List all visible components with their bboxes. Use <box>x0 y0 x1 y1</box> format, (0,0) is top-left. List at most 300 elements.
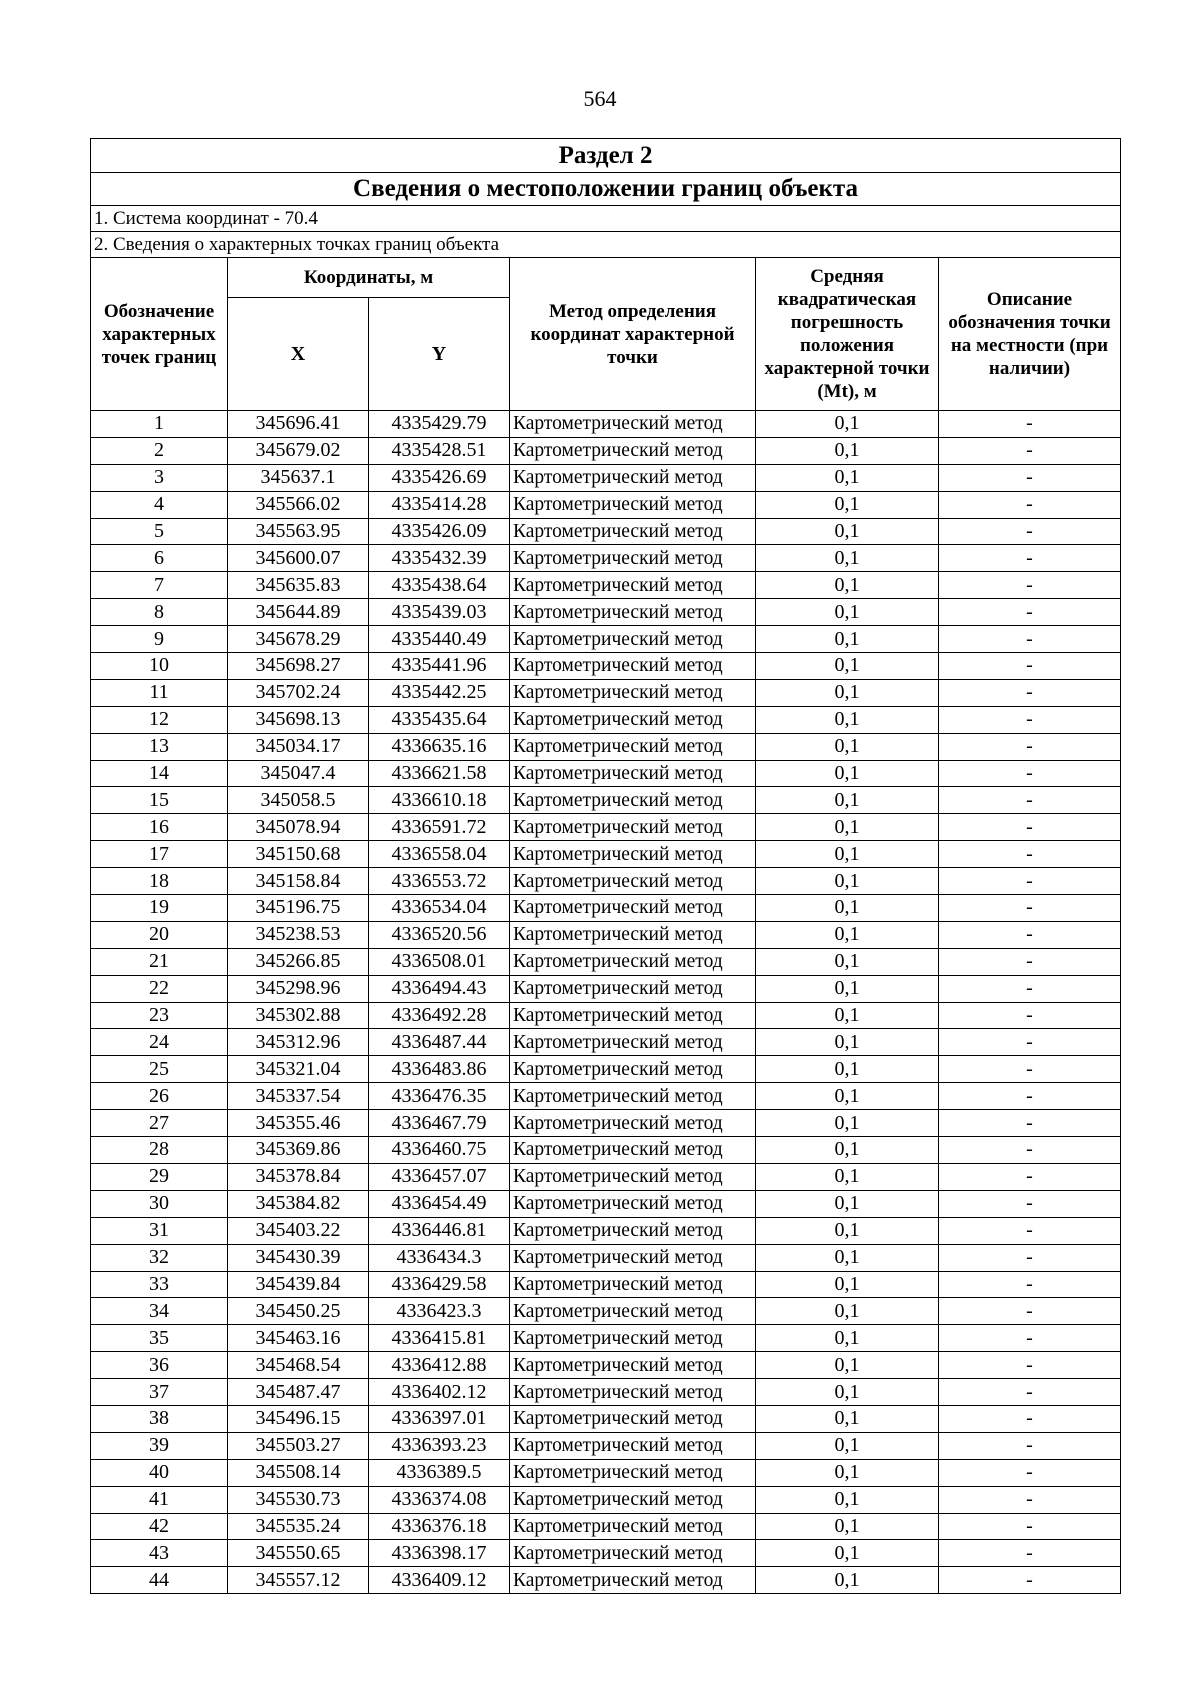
y-coordinate-cell: 4336412.88 <box>369 1352 510 1379</box>
point-number-cell: 36 <box>91 1352 228 1379</box>
method-cell: Картометрический метод <box>510 1325 756 1352</box>
description-cell: - <box>939 1325 1121 1352</box>
y-coordinate-cell: 4336389.5 <box>369 1459 510 1486</box>
point-number-cell: 35 <box>91 1325 228 1352</box>
point-number-cell: 8 <box>91 599 228 626</box>
point-number-cell: 2 <box>91 437 228 464</box>
description-cell: - <box>939 706 1121 733</box>
method-cell: Картометрический метод <box>510 599 756 626</box>
description-cell: - <box>939 1432 1121 1459</box>
description-cell: - <box>939 1029 1121 1056</box>
description-cell: - <box>939 1002 1121 1029</box>
method-cell: Картометрический метод <box>510 841 756 868</box>
table-row <box>91 1137 1121 1164</box>
description-cell: - <box>939 1271 1121 1298</box>
point-number-cell: 30 <box>91 1190 228 1217</box>
description-cell: - <box>939 1110 1121 1137</box>
table-body <box>91 411 1121 1594</box>
description-cell: - <box>939 868 1121 895</box>
y-coordinate-cell: 4336558.04 <box>369 841 510 868</box>
header-point-designation: Обозначение характерных точек границ <box>91 258 228 411</box>
description-cell: - <box>939 626 1121 653</box>
y-coordinate-cell: 4336494.43 <box>369 975 510 1002</box>
method-cell: Картометрический метод <box>510 653 756 680</box>
x-coordinate-cell: 345696.41 <box>228 411 369 438</box>
table-row <box>91 1379 1121 1406</box>
method-cell: Картометрический метод <box>510 787 756 814</box>
table-row <box>91 948 1121 975</box>
method-cell: Картометрический метод <box>510 1110 756 1137</box>
mt-error-cell: 0,1 <box>756 1486 939 1513</box>
y-coordinate-cell: 4336610.18 <box>369 787 510 814</box>
table-row <box>91 1432 1121 1459</box>
x-coordinate-cell: 345508.14 <box>228 1459 369 1486</box>
description-cell: - <box>939 1459 1121 1486</box>
y-coordinate-cell: 4336409.12 <box>369 1567 510 1594</box>
mt-error-cell: 0,1 <box>756 572 939 599</box>
method-cell: Картометрический метод <box>510 626 756 653</box>
point-number-cell: 18 <box>91 868 228 895</box>
mt-error-cell: 0,1 <box>756 1083 939 1110</box>
point-number-cell: 12 <box>91 706 228 733</box>
mt-error-cell: 0,1 <box>756 733 939 760</box>
x-coordinate-cell: 345430.39 <box>228 1244 369 1271</box>
table-row <box>91 868 1121 895</box>
header-coordinates: Координаты, м <box>228 258 510 298</box>
mt-error-cell: 0,1 <box>756 1190 939 1217</box>
point-number-cell: 22 <box>91 975 228 1002</box>
header-y: Y <box>369 298 510 411</box>
y-coordinate-cell: 4336508.01 <box>369 948 510 975</box>
x-coordinate-cell: 345150.68 <box>228 841 369 868</box>
mt-error-cell: 0,1 <box>756 1217 939 1244</box>
y-coordinate-cell: 4336393.23 <box>369 1432 510 1459</box>
mt-error-cell: 0,1 <box>756 599 939 626</box>
mt-error-cell: 0,1 <box>756 841 939 868</box>
mt-error-cell: 0,1 <box>756 1271 939 1298</box>
y-coordinate-cell: 4336454.49 <box>369 1190 510 1217</box>
table-row <box>91 464 1121 491</box>
table-row <box>91 895 1121 922</box>
description-cell: - <box>939 464 1121 491</box>
x-coordinate-cell: 345378.84 <box>228 1163 369 1190</box>
x-coordinate-cell: 345047.4 <box>228 760 369 787</box>
table-row <box>91 814 1121 841</box>
mt-error-cell: 0,1 <box>756 491 939 518</box>
description-cell: - <box>939 545 1121 572</box>
x-coordinate-cell: 345702.24 <box>228 679 369 706</box>
y-coordinate-cell: 4336457.07 <box>369 1163 510 1190</box>
description-cell: - <box>939 1405 1121 1432</box>
x-coordinate-cell: 345563.95 <box>228 518 369 545</box>
method-cell: Картометрический метод <box>510 868 756 895</box>
x-coordinate-cell: 345158.84 <box>228 868 369 895</box>
table-row <box>91 491 1121 518</box>
description-cell: - <box>939 1163 1121 1190</box>
method-cell: Картометрический метод <box>510 706 756 733</box>
method-cell: Картометрический метод <box>510 1190 756 1217</box>
y-coordinate-cell: 4335442.25 <box>369 679 510 706</box>
mt-error-cell: 0,1 <box>756 1110 939 1137</box>
table-row <box>91 1056 1121 1083</box>
table-row <box>91 921 1121 948</box>
description-cell: - <box>939 1513 1121 1540</box>
y-coordinate-cell: 4336398.17 <box>369 1540 510 1567</box>
table-row <box>91 1163 1121 1190</box>
description-cell: - <box>939 841 1121 868</box>
x-coordinate-cell: 345503.27 <box>228 1432 369 1459</box>
mt-error-cell: 0,1 <box>756 1244 939 1271</box>
method-cell: Картометрический метод <box>510 679 756 706</box>
description-cell: - <box>939 518 1121 545</box>
description-cell: - <box>939 1486 1121 1513</box>
mt-error-cell: 0,1 <box>756 895 939 922</box>
point-number-cell: 15 <box>91 787 228 814</box>
description-cell: - <box>939 411 1121 438</box>
y-coordinate-cell: 4336553.72 <box>369 868 510 895</box>
point-number-cell: 28 <box>91 1137 228 1164</box>
table-row <box>91 706 1121 733</box>
table-row <box>91 1029 1121 1056</box>
point-number-cell: 27 <box>91 1110 228 1137</box>
point-number-cell: 3 <box>91 464 228 491</box>
x-coordinate-cell: 345468.54 <box>228 1352 369 1379</box>
x-coordinate-cell: 345463.16 <box>228 1325 369 1352</box>
x-coordinate-cell: 345644.89 <box>228 599 369 626</box>
method-cell: Картометрический метод <box>510 948 756 975</box>
table-row <box>91 679 1121 706</box>
method-cell: Картометрический метод <box>510 921 756 948</box>
table-row <box>91 599 1121 626</box>
mt-error-cell: 0,1 <box>756 411 939 438</box>
table-row <box>91 1325 1121 1352</box>
point-number-cell: 11 <box>91 679 228 706</box>
x-coordinate-cell: 345635.83 <box>228 572 369 599</box>
point-number-cell: 24 <box>91 1029 228 1056</box>
y-coordinate-cell: 4335435.64 <box>369 706 510 733</box>
table-row <box>91 1217 1121 1244</box>
mt-error-cell: 0,1 <box>756 437 939 464</box>
description-cell: - <box>939 733 1121 760</box>
description-cell: - <box>939 1379 1121 1406</box>
y-coordinate-cell: 4335428.51 <box>369 437 510 464</box>
method-cell: Картометрический метод <box>510 1163 756 1190</box>
table-row <box>91 1110 1121 1137</box>
y-coordinate-cell: 4336397.01 <box>369 1405 510 1432</box>
method-cell: Картометрический метод <box>510 518 756 545</box>
x-coordinate-cell: 345058.5 <box>228 787 369 814</box>
table-row <box>91 572 1121 599</box>
point-number-cell: 13 <box>91 733 228 760</box>
mt-error-cell: 0,1 <box>756 975 939 1002</box>
table-row <box>91 1298 1121 1325</box>
point-number-cell: 44 <box>91 1567 228 1594</box>
point-number-cell: 34 <box>91 1298 228 1325</box>
point-number-cell: 19 <box>91 895 228 922</box>
header-x: X <box>228 298 369 411</box>
description-cell: - <box>939 1298 1121 1325</box>
table-row <box>91 653 1121 680</box>
x-coordinate-cell: 345355.46 <box>228 1110 369 1137</box>
mt-error-cell: 0,1 <box>756 814 939 841</box>
x-coordinate-cell: 345698.27 <box>228 653 369 680</box>
mt-error-cell: 0,1 <box>756 1298 939 1325</box>
point-number-cell: 5 <box>91 518 228 545</box>
points-info-line: 2. Сведения о характерных точках границ объекта <box>91 232 1121 258</box>
x-coordinate-cell: 345312.96 <box>228 1029 369 1056</box>
method-cell: Картометрический метод <box>510 814 756 841</box>
description-cell: - <box>939 1083 1121 1110</box>
x-coordinate-cell: 345034.17 <box>228 733 369 760</box>
y-coordinate-cell: 4336429.58 <box>369 1271 510 1298</box>
description-cell: - <box>939 1056 1121 1083</box>
x-coordinate-cell: 345566.02 <box>228 491 369 518</box>
x-coordinate-cell: 345439.84 <box>228 1271 369 1298</box>
method-cell: Картометрический метод <box>510 1029 756 1056</box>
y-coordinate-cell: 4335414.28 <box>369 491 510 518</box>
x-coordinate-cell: 345487.47 <box>228 1379 369 1406</box>
mt-error-cell: 0,1 <box>756 921 939 948</box>
y-coordinate-cell: 4336483.86 <box>369 1056 510 1083</box>
mt-error-cell: 0,1 <box>756 518 939 545</box>
description-cell: - <box>939 1540 1121 1567</box>
section-subtitle: Сведения о местоположении границ объекта <box>91 173 1121 206</box>
y-coordinate-cell: 4336415.81 <box>369 1325 510 1352</box>
x-coordinate-cell: 345557.12 <box>228 1567 369 1594</box>
mt-error-cell: 0,1 <box>756 1137 939 1164</box>
y-coordinate-cell: 4335439.03 <box>369 599 510 626</box>
point-number-cell: 25 <box>91 1056 228 1083</box>
y-coordinate-cell: 4336487.44 <box>369 1029 510 1056</box>
description-cell: - <box>939 1244 1121 1271</box>
description-cell: - <box>939 1567 1121 1594</box>
x-coordinate-cell: 345530.73 <box>228 1486 369 1513</box>
y-coordinate-cell: 4336446.81 <box>369 1217 510 1244</box>
description-cell: - <box>939 787 1121 814</box>
point-number-cell: 9 <box>91 626 228 653</box>
method-cell: Картометрический метод <box>510 1083 756 1110</box>
method-cell: Картометрический метод <box>510 733 756 760</box>
point-number-cell: 6 <box>91 545 228 572</box>
y-coordinate-cell: 4336520.56 <box>369 921 510 948</box>
table-row <box>91 1567 1121 1594</box>
description-cell: - <box>939 975 1121 1002</box>
y-coordinate-cell: 4335441.96 <box>369 653 510 680</box>
y-coordinate-cell: 4336374.08 <box>369 1486 510 1513</box>
mt-error-cell: 0,1 <box>756 464 939 491</box>
y-coordinate-cell: 4335432.39 <box>369 545 510 572</box>
x-coordinate-cell: 345678.29 <box>228 626 369 653</box>
mt-error-cell: 0,1 <box>756 1002 939 1029</box>
description-cell: - <box>939 1352 1121 1379</box>
table-row <box>91 760 1121 787</box>
header-description: Описание обозначения точки на местности (при наличии) <box>939 258 1121 411</box>
mt-error-cell: 0,1 <box>756 1379 939 1406</box>
method-cell: Картометрический метод <box>510 1137 756 1164</box>
table-row <box>91 1405 1121 1432</box>
table-row <box>91 1352 1121 1379</box>
y-coordinate-cell: 4336376.18 <box>369 1513 510 1540</box>
mt-error-cell: 0,1 <box>756 653 939 680</box>
mt-error-cell: 0,1 <box>756 1325 939 1352</box>
mt-error-cell: 0,1 <box>756 545 939 572</box>
point-number-cell: 40 <box>91 1459 228 1486</box>
method-cell: Картометрический метод <box>510 1432 756 1459</box>
mt-error-cell: 0,1 <box>756 1513 939 1540</box>
description-cell: - <box>939 948 1121 975</box>
y-coordinate-cell: 4336467.79 <box>369 1110 510 1137</box>
mt-error-cell: 0,1 <box>756 760 939 787</box>
section-title: Раздел 2 <box>91 139 1121 173</box>
x-coordinate-cell: 345550.65 <box>228 1540 369 1567</box>
mt-error-cell: 0,1 <box>756 679 939 706</box>
y-coordinate-cell: 4336460.75 <box>369 1137 510 1164</box>
y-coordinate-cell: 4336402.12 <box>369 1379 510 1406</box>
x-coordinate-cell: 345321.04 <box>228 1056 369 1083</box>
x-coordinate-cell: 345600.07 <box>228 545 369 572</box>
point-number-cell: 7 <box>91 572 228 599</box>
table-row <box>91 841 1121 868</box>
table-row <box>91 1083 1121 1110</box>
method-cell: Картометрический метод <box>510 1056 756 1083</box>
page-number: 564 <box>583 86 617 111</box>
point-number-cell: 17 <box>91 841 228 868</box>
x-coordinate-cell: 345496.15 <box>228 1405 369 1432</box>
x-coordinate-cell: 345369.86 <box>228 1137 369 1164</box>
coordinate-system-line: 1. Система координат - 70.4 <box>91 206 1121 232</box>
description-cell: - <box>939 437 1121 464</box>
method-cell: Картометрический метод <box>510 1459 756 1486</box>
x-coordinate-cell: 345266.85 <box>228 948 369 975</box>
header-rms-error: Средняя квадратическая погрешность положения характерной точки (Mt), м <box>756 258 939 411</box>
method-cell: Картометрический метод <box>510 1513 756 1540</box>
method-cell: Картометрический метод <box>510 975 756 1002</box>
mt-error-cell: 0,1 <box>756 1352 939 1379</box>
mt-error-cell: 0,1 <box>756 787 939 814</box>
point-number-cell: 31 <box>91 1217 228 1244</box>
method-cell: Картометрический метод <box>510 572 756 599</box>
x-coordinate-cell: 345302.88 <box>228 1002 369 1029</box>
table-row <box>91 1540 1121 1567</box>
y-coordinate-cell: 4336591.72 <box>369 814 510 841</box>
point-number-cell: 16 <box>91 814 228 841</box>
point-number-cell: 1 <box>91 411 228 438</box>
mt-error-cell: 0,1 <box>756 706 939 733</box>
method-cell: Картометрический метод <box>510 464 756 491</box>
boundary-points-table <box>90 138 1121 1594</box>
mt-error-cell: 0,1 <box>756 1405 939 1432</box>
y-coordinate-cell: 4335429.79 <box>369 411 510 438</box>
table-row <box>91 1459 1121 1486</box>
method-cell: Картометрический метод <box>510 760 756 787</box>
mt-error-cell: 0,1 <box>756 868 939 895</box>
description-cell: - <box>939 921 1121 948</box>
method-cell: Картометрический метод <box>510 1244 756 1271</box>
x-coordinate-cell: 345384.82 <box>228 1190 369 1217</box>
y-coordinate-cell: 4335426.69 <box>369 464 510 491</box>
table-row <box>91 626 1121 653</box>
x-coordinate-cell: 345450.25 <box>228 1298 369 1325</box>
mt-error-cell: 0,1 <box>756 1459 939 1486</box>
method-cell: Картометрический метод <box>510 1271 756 1298</box>
y-coordinate-cell: 4336476.35 <box>369 1083 510 1110</box>
mt-error-cell: 0,1 <box>756 948 939 975</box>
method-cell: Картометрический метод <box>510 411 756 438</box>
mt-error-cell: 0,1 <box>756 1567 939 1594</box>
table-row <box>91 1486 1121 1513</box>
description-cell: - <box>939 1217 1121 1244</box>
table-header <box>91 139 1121 411</box>
description-cell: - <box>939 760 1121 787</box>
description-cell: - <box>939 491 1121 518</box>
table-row <box>91 518 1121 545</box>
header-method: Метод определения координат характерной точки <box>510 258 756 411</box>
point-number-cell: 39 <box>91 1432 228 1459</box>
method-cell: Картометрический метод <box>510 1352 756 1379</box>
description-cell: - <box>939 679 1121 706</box>
point-number-cell: 32 <box>91 1244 228 1271</box>
x-coordinate-cell: 345698.13 <box>228 706 369 733</box>
method-cell: Картометрический метод <box>510 1405 756 1432</box>
table-row <box>91 1271 1121 1298</box>
table-row <box>91 411 1121 438</box>
y-coordinate-cell: 4335426.09 <box>369 518 510 545</box>
mt-error-cell: 0,1 <box>756 626 939 653</box>
x-coordinate-cell: 345679.02 <box>228 437 369 464</box>
method-cell: Картометрический метод <box>510 1002 756 1029</box>
point-number-cell: 33 <box>91 1271 228 1298</box>
method-cell: Картометрический метод <box>510 545 756 572</box>
table-row <box>91 787 1121 814</box>
table-row <box>91 1002 1121 1029</box>
description-cell: - <box>939 1137 1121 1164</box>
x-coordinate-cell: 345403.22 <box>228 1217 369 1244</box>
point-number-cell: 4 <box>91 491 228 518</box>
point-number-cell: 42 <box>91 1513 228 1540</box>
table-row <box>91 545 1121 572</box>
description-cell: - <box>939 572 1121 599</box>
description-cell: - <box>939 1190 1121 1217</box>
x-coordinate-cell: 345337.54 <box>228 1083 369 1110</box>
point-number-cell: 14 <box>91 760 228 787</box>
mt-error-cell: 0,1 <box>756 1540 939 1567</box>
description-cell: - <box>939 814 1121 841</box>
method-cell: Картометрический метод <box>510 1298 756 1325</box>
x-coordinate-cell: 345535.24 <box>228 1513 369 1540</box>
y-coordinate-cell: 4335440.49 <box>369 626 510 653</box>
point-number-cell: 43 <box>91 1540 228 1567</box>
point-number-cell: 41 <box>91 1486 228 1513</box>
point-number-cell: 38 <box>91 1405 228 1432</box>
method-cell: Картометрический метод <box>510 1486 756 1513</box>
method-cell: Картометрический метод <box>510 1217 756 1244</box>
x-coordinate-cell: 345637.1 <box>228 464 369 491</box>
mt-error-cell: 0,1 <box>756 1163 939 1190</box>
y-coordinate-cell: 4336434.3 <box>369 1244 510 1271</box>
point-number-cell: 26 <box>91 1083 228 1110</box>
method-cell: Картометрический метод <box>510 895 756 922</box>
table-row <box>91 975 1121 1002</box>
mt-error-cell: 0,1 <box>756 1432 939 1459</box>
method-cell: Картометрический метод <box>510 437 756 464</box>
y-coordinate-cell: 4336621.58 <box>369 760 510 787</box>
point-number-cell: 29 <box>91 1163 228 1190</box>
table-row <box>91 733 1121 760</box>
mt-error-cell: 0,1 <box>756 1056 939 1083</box>
x-coordinate-cell: 345196.75 <box>228 895 369 922</box>
x-coordinate-cell: 345298.96 <box>228 975 369 1002</box>
table-row <box>91 1244 1121 1271</box>
